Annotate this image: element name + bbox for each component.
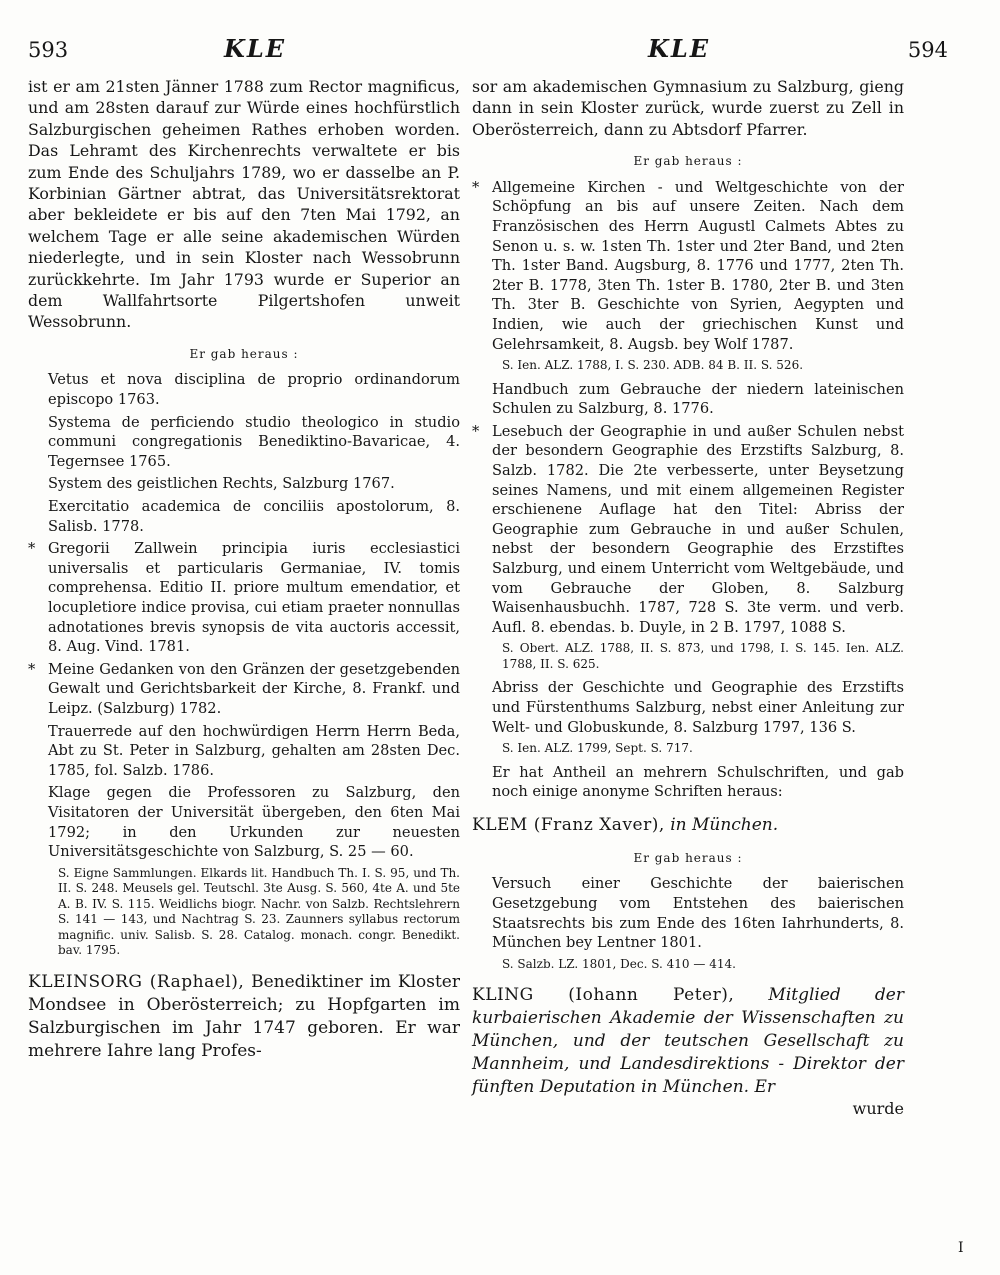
- klem-name: KLEM (Franz Xaver),: [472, 814, 665, 835]
- entry-marker: *: [28, 540, 36, 558]
- right-intro-paragraph: sor am akademischen Gymnasium zu Salzburg, gieng dann in sein Kloster zurück, wurde zuerst zu Zell in Oberösterreich, dann zu Abtsdorf Pfarrer.: [472, 77, 904, 139]
- kleinsorg-name: KLEINSORG (Raphael),: [28, 971, 245, 992]
- bibliography-entry: [28, 722, 460, 781]
- page-header: [28, 34, 948, 74]
- bibliography-entry: [28, 660, 460, 719]
- entry-text: Klage gegen die Professoren zu Salzburg, den Visitatoren der Universität übergeben, den 6ten Mai 1792; in den Urkunden zur neuesten Universitätsgeschichte von Salzburg, S. 25 — 60.: [48, 784, 460, 861]
- entry-text: Abriss der Geschichte und Geographie des Erzstifts und Fürstenthums Salzburg, nebst einer Anleitung zur Welt- und Globuskunde, 8. Salzburg 1797, 136 S.: [492, 679, 904, 736]
- klem-place: in München.: [670, 814, 779, 835]
- bibliography-entry: [28, 413, 460, 472]
- running-head-left: KLE: [224, 34, 287, 63]
- reference-note: S. Obert. ALZ. 1788, II. S. 873, und 1798, I. S. 145. Ien. ALZ. 1788, II. S. 625.: [502, 641, 904, 671]
- bibliography-entry: [472, 178, 904, 354]
- klem-reference-note: S. Salzb. LZ. 1801, Dec. S. 410 — 414.: [502, 956, 736, 971]
- bibliography-entry: [28, 783, 460, 861]
- entry-text: Allgemeine Kirchen - und Weltgeschichte von der Schöpfung an bis auf unsere Zeiten. Nach dem Französischen des Herrn Augustl Calmets Abtes zu Senon u. s. w. 1sten Th. 1ster und 2ter Band, und 2ten Th. 1ster Band. Augsburg, 8. 1776 und 1777, 2ten Th. 2ter B. 1778, 3ten Th. 1ster B. 1780, 2ter B. und 3ten Th. 3ter B. Geschichte von Syrien, Aegypten und Indien, wie auch der griechischen Kunst und Gelehrsamkeit, 8. Augsb. bey Wolf 1787.: [492, 178, 904, 353]
- reference-note: S. Ien. ALZ. 1799, Sept. S. 717.: [502, 741, 693, 756]
- kleinsorg-text: Benediktiner im Kloster Mondsee in Oberösterreich; zu Hopfgarten im Salzburgischen im Jahr 1747 geboren. Er war mehrere Iahre lang Profes-: [28, 971, 460, 1061]
- entry-text: Meine Gedanken von den Gränzen der gesetzgebenden Gewalt und Gerichtsbarkeit der Kirche, 8. Frankf. und Leipz. (Salzburg) 1782.: [48, 660, 460, 717]
- entry-text: Trauerrede auf den hochwürdigen Herrn Herrn Beda, Abt zu St. Peter in Salzburg, gehalten am 28sten Dec. 1785, fol. Salzb. 1786.: [48, 722, 460, 779]
- bibliography-entry: [472, 422, 904, 638]
- bibliography-entry: [28, 370, 460, 409]
- entry-marker: *: [28, 660, 36, 678]
- entry-text: System des geistlichen Rechts, Salzburg 1767.: [48, 475, 395, 493]
- entry-marker: *: [472, 422, 480, 440]
- bibliography-entry: [28, 474, 460, 494]
- kling-name: KLING (Iohann Peter),: [472, 985, 735, 1006]
- entry-marker: *: [472, 178, 480, 196]
- page-number-left: 593: [28, 38, 69, 62]
- bibliography-entry: [28, 539, 460, 657]
- page-number-right: 594: [907, 38, 948, 62]
- entry-text: Lesebuch der Geographie in und außer Schulen nebst der besondern Geographie des Erzstifts Salzburg, 8. Salzb. 1782. Die 2te verbesserte, unter Beysetzung seines Namens, und mit einem allgemeinen Register erschienene Auflage hat den Titel: Abriss der Geographie zum Gebrauche in und außer Schulen, nebst der besondern Geographie des Erzstiftes Salzburg, und einem Unterricht vom Weltgebäude, und vom Gebrauche der Globen, 8. Salzburg Waisenhausbuchh. 1787, 728 S. 3te verm. und verb. Aufl. 8. ebendas. b. Duyle, in 2 B. 1797, 1088 S.: [492, 422, 904, 636]
- kling-text: Mitglied der kurbaierischen Akademie der Wissenschaften zu München, und der teutschen Gesellschaft zu Mannheim, und Landesdirektions - Direktor der fünften Deputation in München. Er: [472, 985, 904, 1098]
- left-reference-note: S. Eigne Sammlungen. Elkards lit. Handbuch Th. I. S. 95, und Th. II. S. 248. Meusels gel. Teutschl. 3te Ausg. S. 560, 4te A. und 5te A. B. IV. S. 115. Weidlichs biogr. Nachr. von Salzb. Rechtslehrern S. 141 — 143, und Nachtrag S. 23. Zaunners syllabus rectorum magnific. univ. Salisb. S. 28. Catalog. monach. congr. Benedikt. bav. 1795.: [58, 865, 460, 958]
- entry-text: Versuch einer Geschichte der baierischen Gesetzgebung vom Entstehen des baierischen Staatsrechts bis zum Ende des 16ten Iahrhunderts, 8. München bey Lentner 1801.: [492, 875, 904, 952]
- entry-text: Gregorii Zallwein principia iuris ecclesiastici universalis et particularis Germaniae, IV. tomis comprehensa. Editio II. priore multum emendatior, et locupletiore indice provisa, cui etiam praeter nonnullas adnotationes brevis synopsis de vita auctoris accessit, 8. Aug. Vind. 1781.: [48, 540, 460, 656]
- right-works-heading: Er gab heraus :: [633, 154, 743, 169]
- klem-entry: [472, 814, 904, 837]
- left-intro-paragraph: ist er am 21sten Jänner 1788 zum Rector magnificus, und am 28sten darauf zur Würde eines hochfürstlich Salzburgischen geheimen Rathes erhoben worden. Das Lehramt des Kirchenrechts verwaltete er bis zum Ende des Schuljahrs 1789, wo er dasselbe an P. Korbinian Gärtner abtrat, das Universitätsrektorat aber bekleidete er bis auf den 7ten Mai 1792, an welchem Tage er alle seine akademischen Würden niederlegte, und in sein Kloster nach Wessobrunn zurückkehrte. Im Jahr 1793 wurde er Superior an dem Wallfahrtsorte Pilgertshofen unweit Wessobrunn.: [28, 77, 460, 332]
- entry-text: Er hat Antheil an mehrern Schulschriften, und gab noch einige anonyme Schriften heraus:: [492, 763, 904, 801]
- bibliography-entry: [472, 763, 904, 802]
- running-head-right: KLE: [648, 34, 711, 63]
- kling-entry: [472, 984, 904, 1099]
- corner-mark: I: [958, 1240, 964, 1256]
- right-column: [472, 76, 904, 1119]
- bibliography-entry: [28, 497, 460, 536]
- klem-works-heading: Er gab heraus :: [633, 850, 743, 865]
- entry-text: Systema de perficiendo studio theologico in studio communi congregationis Benediktino-Bavaricae, 4. Tegernsee 1765.: [48, 413, 460, 470]
- bibliography-entry: [472, 874, 904, 952]
- reference-note: S. Ien. ALZ. 1788, I. S. 230. ADB. 84 B. II. S. 526.: [502, 358, 804, 373]
- entry-text: Exercitatio academica de conciliis apostolorum, 8. Salisb. 1778.: [48, 498, 460, 535]
- left-works-heading: Er gab heraus :: [189, 346, 299, 361]
- left-column: [28, 76, 460, 1063]
- bibliography-entry: [472, 380, 904, 419]
- catchword: wurde: [852, 1099, 904, 1119]
- entry-text: Vetus et nova disciplina de proprio ordinandorum episcopo 1763.: [48, 371, 460, 409]
- kleinsorg-entry: [28, 971, 460, 1063]
- bibliography-entry: [472, 678, 904, 737]
- entry-text: Handbuch zum Gebrauche der niedern lateinischen Schulen zu Salzburg, 8. 1776.: [492, 380, 904, 418]
